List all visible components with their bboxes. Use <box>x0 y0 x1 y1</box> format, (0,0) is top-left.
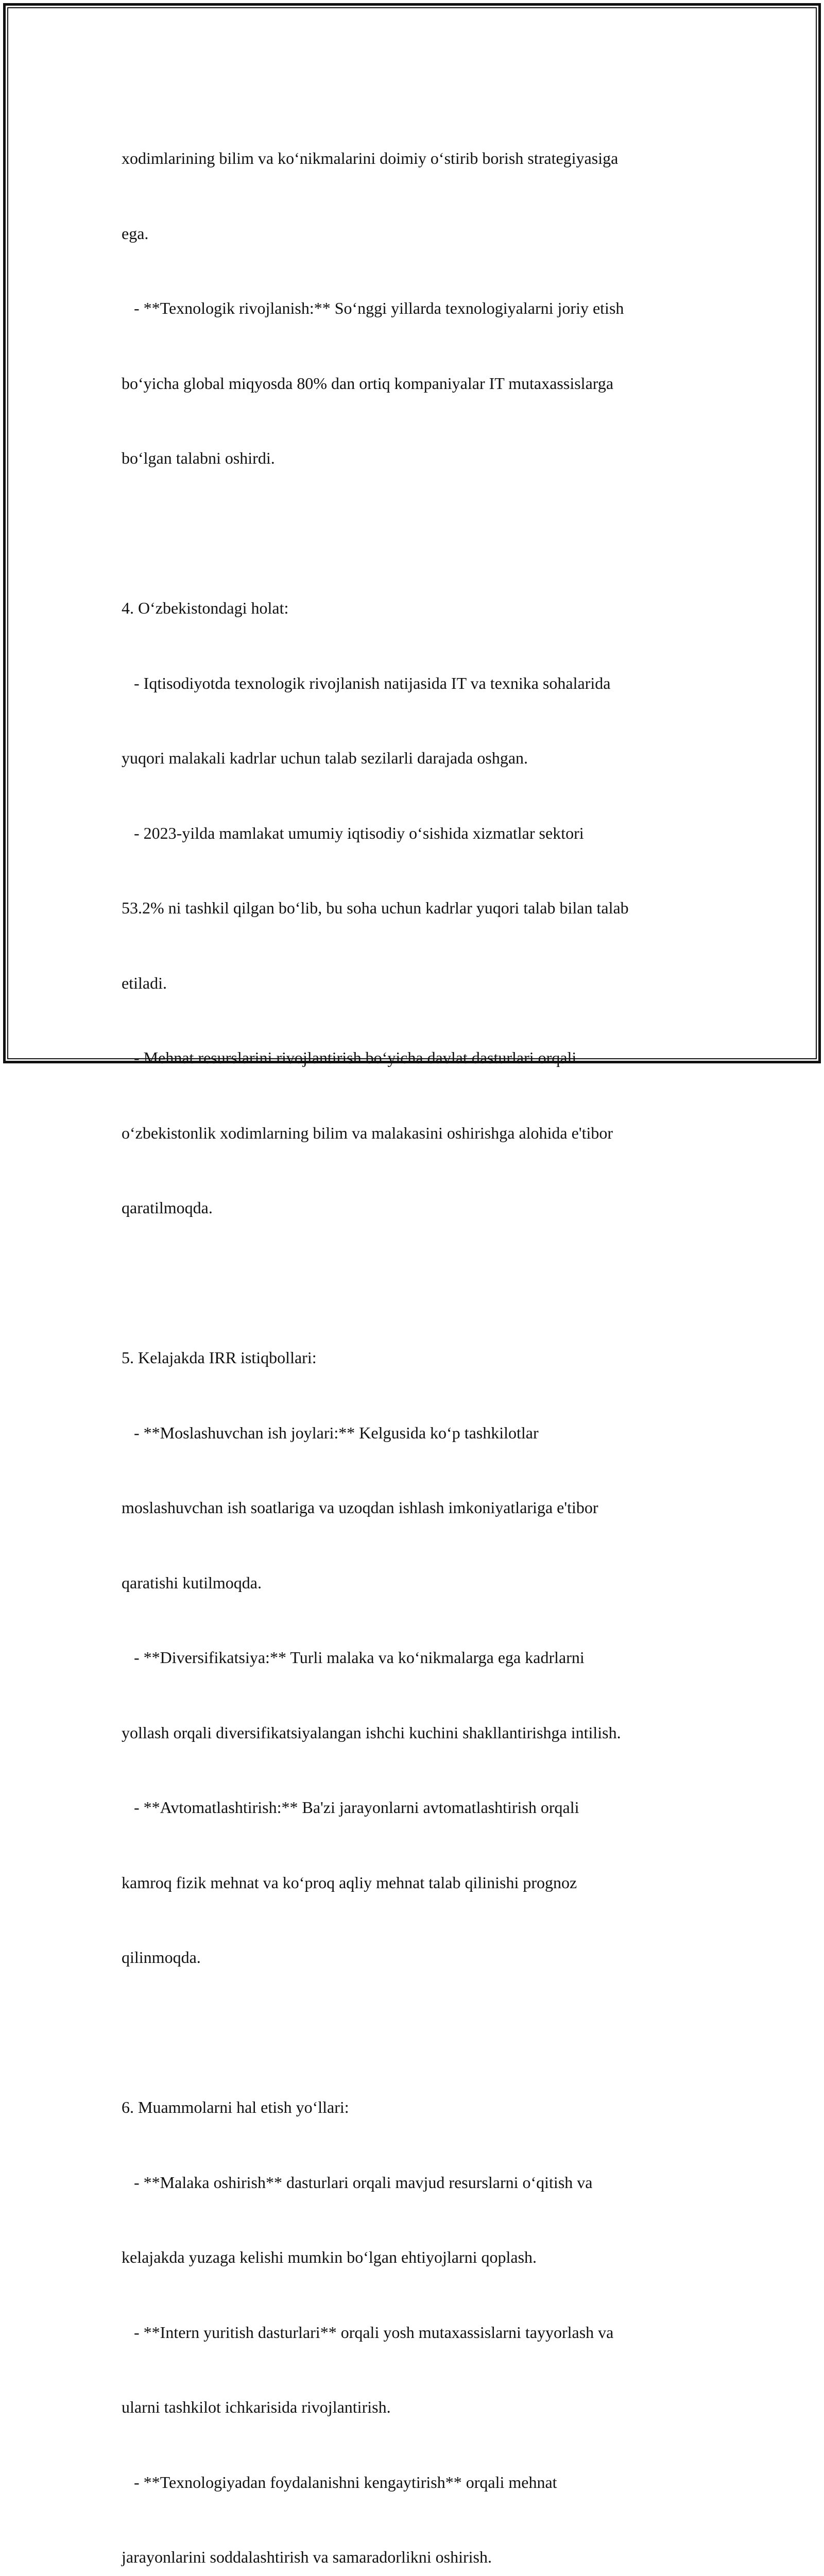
list-item-text: - **Avtomatlashtirish:** Ba'zi jarayonlarni avtomatlashtirish orqali <box>122 1798 579 1817</box>
list-item-text: - 2023-yilda mamlakat umumiy iqtisodiy o‘sishida xizmatlar sektori <box>122 823 584 842</box>
text-line: yollash orqali diversifikatsiyalangan ishchi kuchini shakllantirishga intilish. <box>122 1723 621 1742</box>
text-line: yuqori malakali kadrlar uchun talab sezilarli darajada oshgan. <box>122 749 528 767</box>
document-body <box>122 96 714 2576</box>
list-item-text: - **Malaka oshirish** dasturlari orqali mavjud resurslarni o‘qitish va <box>122 2173 593 2192</box>
text-line: qilinmoqda. <box>122 1948 201 1967</box>
blank-line <box>122 521 714 546</box>
list-item-text: - Mehnat resurslarini rivojlantirish bo‘yicha davlat dasturlari orqali <box>122 1048 577 1067</box>
text-line: o‘zbekistonlik xodimlarning bilim va malakasini oshirishga alohida e'tibor <box>122 1123 613 1142</box>
list-item-text: - **Texnologik rivojlanish:** So‘nggi yillarda texnologiyalarni joriy etish <box>122 299 624 317</box>
list-item-text: - **Intern yuritish dasturlari** orqali yosh mutaxassislarni tayyorlash va <box>122 2323 614 2342</box>
text-line: etiladi. <box>122 973 167 992</box>
text-line: moslashuvchan ish soatlariga va uzoqdan ishlash imkoniyatlariga e'tibor <box>122 1498 598 1517</box>
text-line: jarayonlarini soddalashtirish va samaradorlikni oshirish. <box>122 2548 492 2566</box>
section-heading: 5. Kelajakda IRR istiqbollari: <box>122 1348 317 1367</box>
text-line: qaratilmoqda. <box>122 1198 213 1217</box>
section-heading: 4. O‘zbekistondagi holat: <box>122 599 289 617</box>
text-line: qaratishi kutilmoqda. <box>122 1573 262 1592</box>
text-line: ularni tashkilot ichkarisida rivojlantirish. <box>122 2398 391 2416</box>
section-heading: 6. Muammolarni hal etish yo‘llari: <box>122 2098 349 2116</box>
list-item-text: - Iqtisodiyotda texnologik rivojlanish natijasida IT va texnika sohalarida <box>122 673 611 692</box>
text-line: bo‘yicha global miqyosda 80% dan ortiq kompaniyalar IT mutaxassislarga <box>122 374 614 393</box>
blank-line <box>122 2020 714 2045</box>
list-item-text: - **Diversifikatsiya:** Turli malaka va ko‘nikmalarga ega kadrlarni <box>122 1648 585 1667</box>
list-item-text: - **Texnologiyadan foydalanishni kengaytirish** orqali mehnat <box>122 2472 557 2492</box>
text-line: 53.2% ni tashkil qilgan bo‘lib, bu soha uchun kadrlar yuqori talab bilan talab <box>122 899 629 917</box>
text-line: kamroq fizik mehnat va ko‘proq aqliy mehnat talab qilinishi prognoz <box>122 1873 577 1892</box>
text-line: ega. <box>122 224 149 243</box>
text-line: bo‘lgan talabni oshirdi. <box>122 449 275 467</box>
text-line: kelajakda yuzaga kelishi mumkin bo‘lgan ehtiyojlarni qoplash. <box>122 2248 537 2266</box>
list-item-text: - **Moslashuvchan ish joylari:** Kelgusida ko‘p tashkilotlar <box>122 1423 539 1442</box>
blank-line <box>122 1270 714 1296</box>
text-line: xodimlarining bilim va ko‘nikmalarini doimiy o‘stirib borish strategiyasiga <box>122 149 619 167</box>
